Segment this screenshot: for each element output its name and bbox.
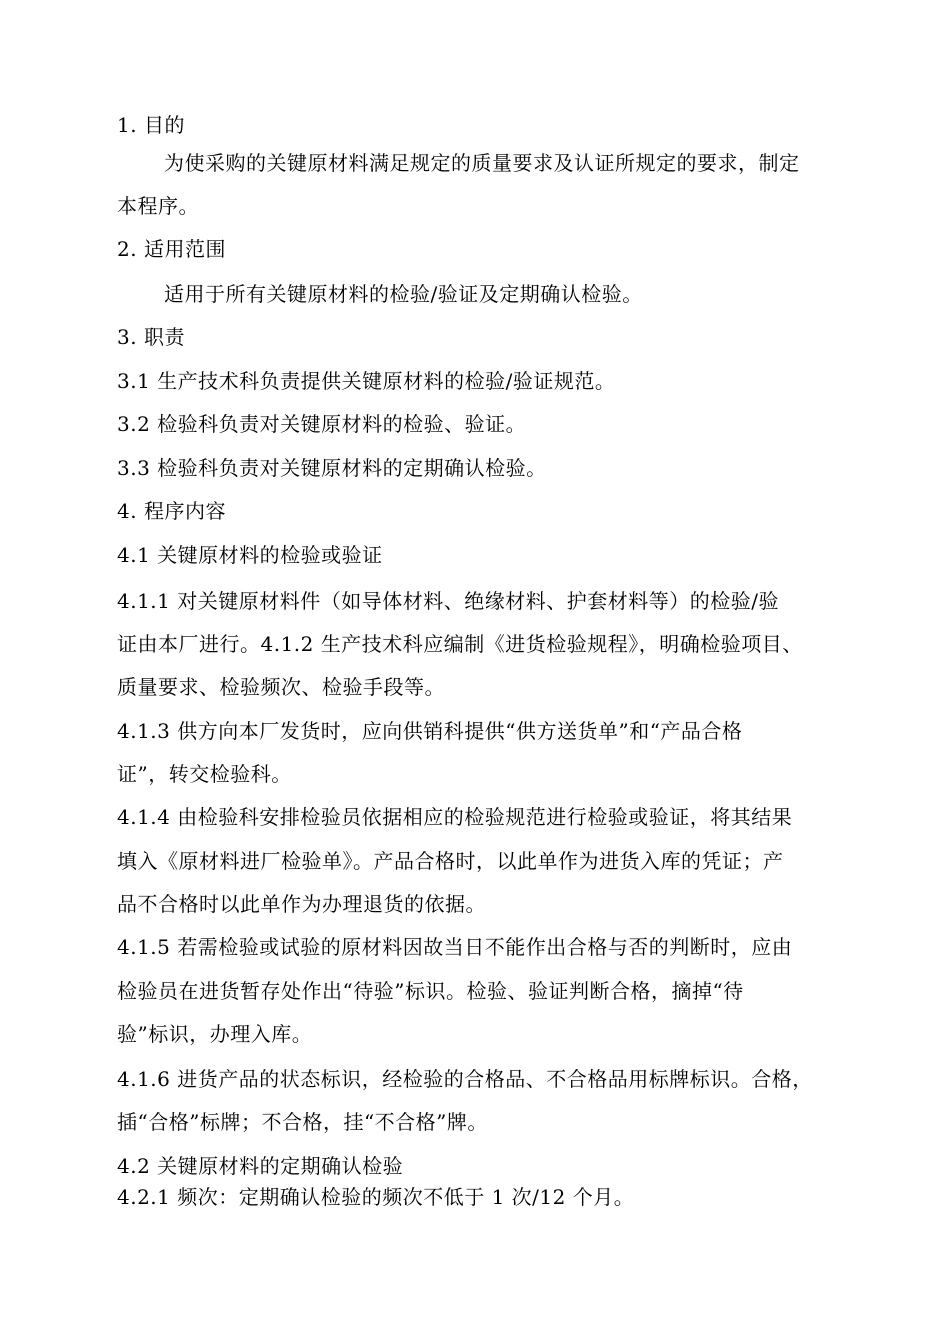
paragraph-line: 4.1.5 若需检验或试验的原材料因故当日不能作出合格与否的判断时，应由 [117, 935, 793, 959]
section-heading-scope: 2. 适用范围 [117, 237, 226, 261]
paragraph-line: 证由本厂进行。4.1.2 生产技术科应编制《进货检验规程》，明确检验项目、 [117, 632, 803, 656]
subsection-heading: 4.2 关键原材料的定期确认检验 [117, 1154, 404, 1178]
paragraph-line: 质量要求、检验频次、检验手段等。 [117, 675, 445, 699]
paragraph-line: 适用于所有关键原材料的检验/验证及定期确认检验。 [164, 282, 643, 306]
paragraph-line: 4.1.3 供方向本厂发货时，应向供销科提供“供方送货单”和“产品合格 [117, 719, 743, 743]
paragraph-line: 证”，转交检验科。 [117, 762, 292, 786]
paragraph-line: 4.1.6 进货产品的状态标识，经检验的合格品、不合格品用标牌标识。合格， [117, 1067, 813, 1091]
paragraph-line: 验”标识，办理入库。 [117, 1022, 313, 1046]
paragraph-line: 3.1 生产技术科负责提供关键原材料的检验/验证规范。 [117, 369, 616, 393]
section-heading-procedure: 4. 程序内容 [117, 499, 226, 523]
paragraph-line: 3.3 检验科负责对关键原材料的定期确认检验。 [117, 456, 547, 480]
paragraph-line: 3.2 检验科负责对关键原材料的检验、验证。 [117, 412, 527, 436]
section-heading-duties: 3. 职责 [117, 325, 185, 349]
paragraph-line: 品不合格时以此单作为办理退货的依据。 [117, 892, 486, 916]
paragraph-line: 插“合格”标牌；不合格，挂“不合格”牌。 [117, 1110, 488, 1134]
paragraph-line: 4.1.1 对关键原材料件（如导体材料、绝缘材料、护套材料等）的检验/验 [117, 589, 779, 613]
paragraph-line: 4.1.4 由检验科安排检验员依据相应的检验规范进行检验或验证，将其结果 [117, 805, 793, 829]
subsection-heading: 4.1 关键原材料的检验或验证 [117, 543, 383, 567]
section-heading-purpose: 1. 目的 [117, 113, 185, 137]
paragraph-line: 为使采购的关键原材料满足规定的质量要求及认证所规定的要求，制定 [164, 151, 800, 175]
paragraph-line: 检验员在进货暂存处作出“待验”标识。检验、验证判断合格，摘掉“待 [117, 979, 744, 1003]
paragraph-line: 本程序。 [117, 194, 199, 218]
paragraph-line: 4.2.1 频次：定期确认检验的频次不低于 1 次/12 个月。 [117, 1185, 635, 1209]
paragraph-line: 填入《原材料进厂检验单》。产品合格时，以此单作为进货入库的凭证；产 [117, 849, 784, 873]
